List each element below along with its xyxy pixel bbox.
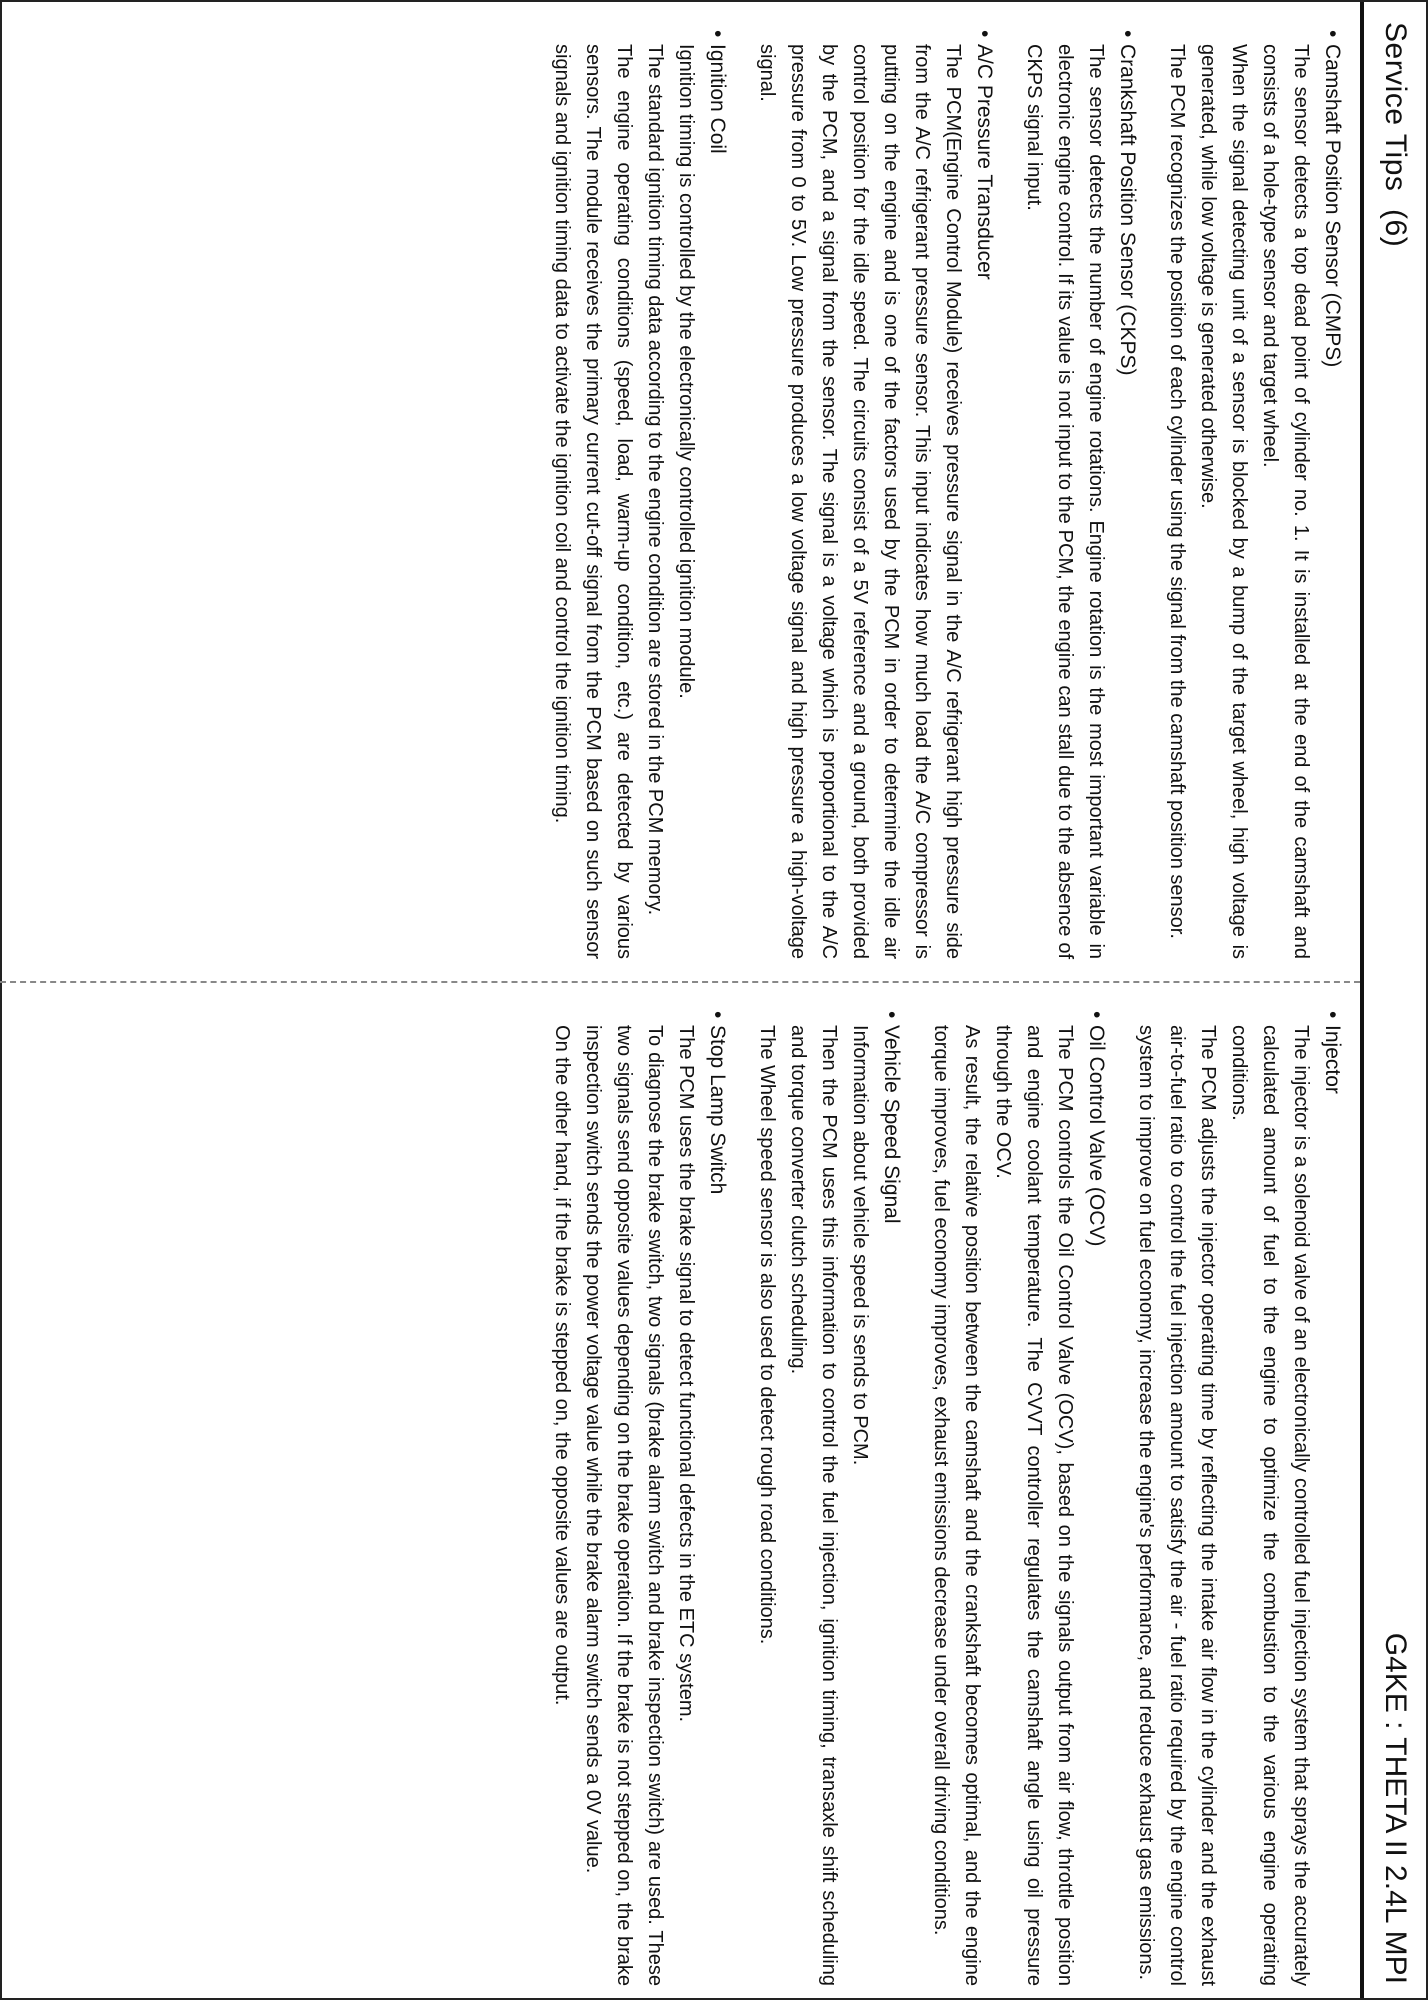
section [751, 1011, 907, 1986]
left-column [0, 2, 1360, 981]
paragraph: The PCM controls the Oil Control Valve (OCV), based on the signals output from air flow, throttle position and engine coolant temperature. The CVVT controller regulates the camshaft angle using oil pressure through the OCV. [992, 1025, 1076, 1986]
section [925, 1011, 1112, 1986]
section [1130, 1011, 1348, 1986]
section [1018, 30, 1143, 959]
paragraph: The standard ignition timing data according to the engine condition are stored in the PCM memory. [644, 44, 666, 916]
section-heading: • Ignition Coil [701, 30, 733, 959]
section-heading: • Camshaft Position Sensor (CMPS) [1316, 30, 1348, 959]
section-heading: • Stop Lamp Switch [701, 1011, 733, 1986]
page-header [1360, 2, 1426, 1998]
section [1161, 30, 1348, 959]
section [751, 30, 1000, 959]
paragraph: The sensor detects a top dead point of cylinder no. 1. It is installed at the end of the camshaft and consists of a hole-type sensor and target wheel. [1259, 44, 1312, 960]
page-title: Service Tips (6) [1379, 22, 1412, 248]
section-heading: • A/C Pressure Transducer [968, 30, 1000, 959]
engine-model: G4KE : THETA II 2.4L MPI [1379, 1632, 1412, 1984]
paragraph: The engine operating conditions (speed, load, warm-up condition, etc.) are detected by various sensors. The module receives the primary current cut-off signal from the PCM based on such sensor signals and ignition timing data to activate the ignition coil and control the ignition timing. [551, 44, 635, 960]
paragraph: The PCM uses the brake signal to detect functional defects in the ETC system. [675, 1025, 697, 1723]
section-heading: • Injector [1316, 1011, 1348, 1986]
paragraph: As result, the relative position between the camshaft and the crankshaft becomes optimal, and the engine torque improves, fuel economy improves, exhaust emissions decrease under overall driving conditions. [930, 1025, 983, 1986]
paragraph: Information about vehicle speed is sends to PCM. [849, 1025, 871, 1466]
paragraph: The Wheel speed sensor is also used to detect rough road conditions. [756, 1025, 778, 1645]
paragraph: To diagnose the brake switch, two signals (brake alarm switch and brake inspection switch) are used. These two signals send opposite values depending on the brake operation. If the brake is not stepped on, the brake inspection switch sends the power voltage value while the brake alarm switch sends a 0V value. [582, 1025, 666, 1986]
paragraph: The PCM recognizes the position of each cylinder using the signal from the camshaft position sensor. [1166, 44, 1188, 939]
paragraph: Then the PCM uses this information to control the fuel injection, ignition timing, transaxle shift scheduling and torque converter clutch scheduling. [787, 1025, 840, 1986]
section [546, 30, 733, 959]
paragraph: The sensor detects the number of engine rotations. Engine rotation is the most important variable in electronic engine control. If its value is not input to the PCM, the engine can stall due to the absence of CKPS signal input. [1023, 44, 1107, 960]
paragraph: The PCM(Engine Control Module) receives pressure signal in the A/C refrigerant high pressure side from the A/C refrigerant pressure sensor. This input indicates how much load the A/C compressor is putting on the engine and is one of the factors used by the PCM in order to determine the idle air control position for the idle speed. The circuits consist of a 5V reference and a ground, both provided by the PCM, and a signal from the sensor. The signal is a voltage which is proportional to the A/C pressure from 0 to 5V. Low pressure produces a low voltage signal and high pressure a high-voltage signal. [756, 44, 964, 960]
section-heading: • Vehicle Speed Signal [875, 1011, 907, 1986]
paragraph: The PCM adjusts the injector operating time by reflecting the intake air flow in the cylinder and the exhaust air-to-fuel ratio to control the fuel injection amount to satisfy the air - fuel ratio required by the engine control system to improve on fuel economy, increase the engine's performance, and reduce exhaust gas emissions. [1135, 1025, 1219, 1986]
paragraph: On the other hand, if the brake is stepped on, the opposite values are output. [551, 1025, 573, 1706]
right-column [0, 981, 1360, 1998]
section-heading: • Oil Control Valve (OCV) [1080, 1011, 1112, 1986]
paragraph: Ignition timing is controlled by the electronically controlled ignition module. [675, 44, 697, 699]
paragraph: The injector is a solenoid valve of an electronically controlled fuel injection system that sprays the accurately calculated amount of fuel to the engine to optimize the combustion to the various engine operating conditions. [1228, 1025, 1312, 1986]
paragraph: When the signal detecting unit of a sensor is blocked by a bump of the target wheel, high voltage is generated, while low voltage is generated otherwise. [1197, 44, 1250, 960]
section [546, 1011, 733, 1986]
section-heading: • Crankshaft Position Sensor (CKPS) [1111, 30, 1143, 959]
